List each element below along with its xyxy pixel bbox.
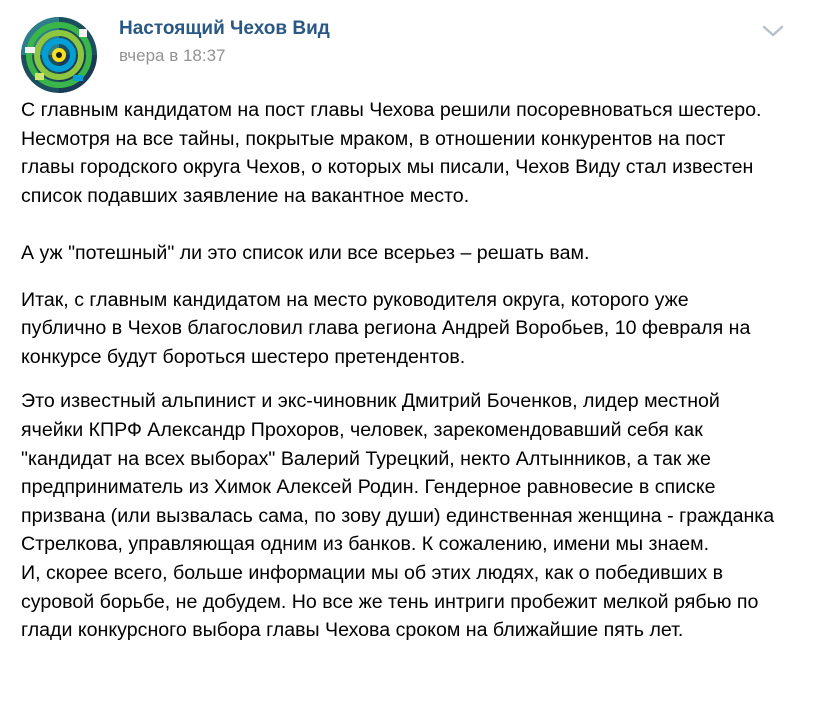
text-line: конкурсе будут бороться шестеро претендентов. <box>21 345 466 368</box>
chevron-down-icon <box>760 22 786 40</box>
text-line: глади конкурсного выбора главы Чехова сроком на ближайшие пять лет. <box>21 619 684 642</box>
text-line: список подавших заявление на вакантное место. <box>21 184 470 207</box>
text-line: Это известный альпинист и экс-чиновник Дмитрий Боченков, лидер местной <box>21 390 720 413</box>
text-line: Итак, с главным кандидатом на место руководителя округа, которого уже <box>21 288 689 311</box>
post-paragraph <box>21 96 801 210</box>
text-line: Несмотря на все тайны, покрытые мраком, в отношении конкурентов на пост <box>21 127 726 150</box>
text-line: ячейки КПРФ Александр Прохоров, человек, зарекомендовавший себя как <box>21 418 703 441</box>
post-text <box>21 96 801 645</box>
post-menu-button[interactable] <box>760 22 786 40</box>
text-line: суровой борьбе, не добудем. Но все же тень интриги пробежит мелкой рябью по <box>21 590 759 613</box>
text-line: призвана (или вызвалась сама, по зову души) единственная женщина - гражданка <box>21 504 775 527</box>
text-line: "кандидат на всех выборах" Валерий Турецкий, некто Алтынников, а так же <box>21 447 711 470</box>
text-line: И, скорее всего, больше информации мы об этих людях, как о победивших в <box>21 561 724 584</box>
post-paragraph <box>21 286 801 372</box>
post-paragraph <box>21 239 801 268</box>
post-date-link[interactable]: вчера в 18:37 <box>119 46 226 65</box>
avatar-logo-icon <box>21 17 97 93</box>
author-link[interactable]: Настоящий Чехов Вид <box>119 18 330 39</box>
text-line: А уж "потешный" ли это список или все всерьез – решать вам. <box>21 241 590 264</box>
text-line: предприниматель из Химок Алексей Родин. Гендерное равновесие в списке <box>21 476 716 499</box>
text-line: главы городского округа Чехов, о которых мы писали, Чехов Виду стал известен <box>21 156 754 179</box>
text-line: С главным кандидатом на пост главы Чехова решили посоревноваться шестеро. <box>21 99 762 121</box>
text-line: Стрелкова, управляющая одним из банков. К сожалению, имени мы знаем. <box>21 533 710 556</box>
text-line: публично в Чехов благословил глава региона Андрей Воробьев, 10 февраля на <box>21 317 751 340</box>
post-paragraph <box>21 387 801 644</box>
avatar[interactable] <box>21 17 97 93</box>
